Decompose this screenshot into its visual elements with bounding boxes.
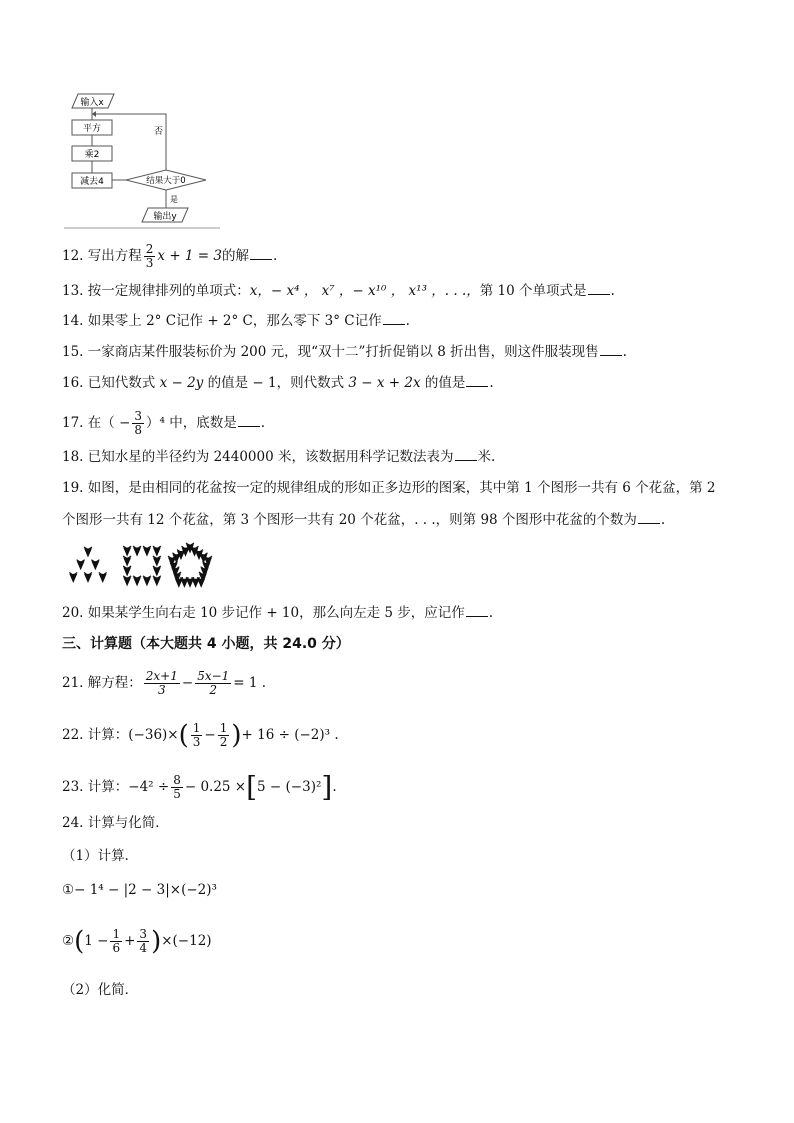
q23-number: 23. [62, 779, 84, 795]
flowerpot-mark [77, 560, 85, 569]
q22-rest: + 16 ÷ (−2)³ . [241, 727, 339, 743]
q21-number: 21. [62, 675, 84, 691]
q24-item1: ①− 1⁴ − |2 − 3|×(−2)³ [62, 882, 217, 898]
q14-text: 如果零上 2° C记作 + 2° C，那么零下 3° C记作 [87, 313, 382, 329]
q21-fraction-1 [144, 670, 180, 697]
output-label: 输出y [153, 212, 177, 222]
flowerpot-mark [133, 576, 141, 585]
q21-rhs: = 1 . [233, 675, 267, 691]
q20-number: 20. [62, 605, 84, 621]
q15-number: 15. [62, 344, 84, 360]
q23-part-b: − 0.25 × [184, 779, 247, 795]
q15-text: 一家商店某件服装标价为 200 元，现“双十二”打折促销以 8 折出售，则这件服装现售 [87, 344, 599, 360]
q22-label: 计算： [87, 727, 129, 743]
q24-item2-fraction-2 [137, 928, 149, 955]
q24-item2: ②(1 − $\frac{1}{6}$ + $\frac{3}{4}$ )×(−12) [62, 926, 212, 957]
flowerpot-mark [69, 573, 77, 582]
decision-label: 结果大于0 [146, 176, 186, 186]
flowerpot-patterns-figure [62, 540, 222, 592]
flowerpot-mark [123, 556, 131, 565]
flowerpot-mark [143, 546, 151, 555]
flowerpot-mark [91, 560, 99, 569]
q24-item2-f1-den: 6 [112, 941, 121, 955]
q13-end: . [610, 283, 615, 299]
q15-end: . [622, 344, 627, 360]
answer-blank[interactable] [466, 604, 488, 617]
q17-frac-num: 3 [134, 409, 143, 423]
q14-end: . [405, 313, 410, 329]
answer-blank[interactable] [466, 374, 488, 387]
q24-item2-plus: + [124, 933, 136, 949]
q24-item2-a: 1 − [84, 933, 109, 949]
flowerpot-mark [153, 546, 161, 555]
q18-number: 18. [62, 449, 84, 465]
q23-end: . [332, 779, 337, 795]
q23-fraction [171, 774, 183, 801]
q12-number: 12. [62, 248, 84, 264]
q16-end: . [489, 375, 494, 391]
q22-f1-num: 1 [192, 721, 201, 735]
no-label: 否 [154, 127, 164, 137]
q16-expr2: 3 − x + 2x [348, 375, 421, 391]
q24-number: 24. [62, 815, 84, 831]
q17-fraction [132, 410, 144, 437]
q12-frac-den: 3 [145, 256, 154, 270]
q21-fraction-2 [195, 670, 231, 697]
answer-blank[interactable] [383, 312, 405, 325]
q13-text-a: 按一定规律排列的单项式： [87, 283, 250, 299]
q17-end: . [260, 415, 266, 431]
question-21 [62, 670, 266, 697]
q21-label: 解方程： [87, 675, 142, 691]
q23-part-a: −4² ÷ [128, 779, 170, 795]
q21-f2-den: 2 [209, 683, 218, 697]
q21-f1-num: 2x+1 [145, 669, 178, 683]
q20-text: 如果某学生向右走 10 步记作 + 10，那么向左走 5 步，应记作 [87, 605, 465, 621]
q12-suffix: 的解 [222, 248, 250, 264]
q22-f2-den: 2 [219, 735, 228, 749]
q21-f1-den: 3 [158, 683, 166, 697]
q24-sub1: （1）计算． [62, 848, 139, 864]
question-12 [62, 243, 277, 270]
flowerpot-mark [123, 576, 131, 585]
answer-blank[interactable] [238, 414, 260, 427]
q19-line2-text: 个图形一共有 12 个花盆，第 3 个图形一共有 20 个花盆，. . .，则第 98 个图形中花盆的个数为 [62, 512, 637, 528]
q18-suffix: 米 [477, 449, 491, 465]
q17-text-a: 在（ − [87, 415, 131, 431]
q13-terms: x，− x⁴ ， x⁷ ，− x¹⁰ ， x¹³ ，. . .， [249, 283, 480, 299]
question-18 [62, 447, 495, 467]
q12-expression: x + 1 = 3 [157, 248, 223, 264]
flowerpot-mark [84, 573, 92, 582]
question-24 [62, 813, 169, 833]
q12-end: . [273, 248, 278, 264]
flowerpot-mark [123, 566, 131, 575]
square-label: 平方 [82, 124, 102, 134]
q16-text-b: 的值是 − 1，则代数式 [207, 375, 345, 391]
question-13 [62, 281, 615, 301]
q22-number: 22. [62, 727, 84, 743]
q16-text-a: 已知代数式 [87, 375, 156, 391]
question-16 [62, 373, 494, 393]
q17-frac-den: 8 [134, 423, 143, 437]
flowerpot-mark [143, 576, 151, 585]
question-15 [62, 342, 627, 362]
q17-text-b: ）⁴ 中，底数是 [146, 415, 237, 431]
q19-number: 19. [62, 480, 84, 496]
q22-fraction-1 [191, 722, 203, 749]
multiply-label: 乘2 [84, 150, 100, 160]
q12-frac-num: 2 [145, 242, 154, 256]
q22-part-a: (−36)× [128, 727, 179, 743]
q24-item2-f2-num: 3 [139, 927, 148, 941]
q24-item2-marker: ② [62, 933, 75, 949]
q16-number: 16. [62, 375, 84, 391]
question-17 [62, 410, 265, 437]
flowerpot-mark [153, 556, 161, 565]
q22-f2-num: 1 [219, 721, 228, 735]
q22-f1-den: 3 [192, 735, 201, 749]
flowerpot-mark [99, 573, 107, 582]
section-3-title: 三、计算题（本大题共 4 小题，共 24.0 分） [62, 636, 350, 652]
q18-end: . [491, 449, 496, 465]
q18-text: 已知水星的半径约为 2440000 米，该数据用科学记数法表为 [87, 449, 454, 465]
q24-sub2: （2）化简． [62, 982, 139, 998]
q22-fraction-2 [218, 722, 230, 749]
answer-blank[interactable] [600, 343, 622, 356]
q14-number: 14. [62, 313, 84, 329]
q24-item2-fraction-1 [110, 928, 122, 955]
q19-end: . [660, 512, 666, 528]
flowerpot-mark [123, 546, 131, 555]
q21-minus: − [181, 675, 194, 691]
answer-blank[interactable] [638, 511, 660, 524]
q23-f-num: 8 [173, 773, 181, 787]
q12-fraction [144, 243, 156, 270]
q23-f-den: 5 [173, 787, 181, 801]
q12-prefix: 写出方程 [87, 248, 142, 264]
question-14 [62, 311, 410, 331]
question-19-line2 [62, 510, 665, 530]
flowchart-diagram [62, 88, 222, 230]
yes-label: 是 [170, 195, 178, 204]
question-20 [62, 603, 493, 623]
input-label: 输入x [80, 98, 104, 108]
flowerpot-mark [153, 566, 161, 575]
q13-number: 13. [62, 283, 84, 299]
q23-label: 计算： [87, 779, 129, 795]
q24-item2-f1-num: 1 [112, 927, 121, 941]
q24-item2-f2-den: 4 [139, 941, 148, 955]
answer-blank[interactable] [455, 448, 477, 461]
q16-expr1: x − 2y [159, 375, 204, 391]
q20-end: . [488, 605, 494, 621]
q24-item2-post: ×(−12) [161, 933, 212, 949]
q22-minus: − [204, 727, 216, 743]
q13-text-b: 第 10 个单项式是 [479, 283, 587, 299]
subtract-label: 减去4 [80, 177, 104, 187]
flowerpot-mark [133, 546, 141, 555]
q16-text-c: 的值是 [424, 375, 466, 391]
question-19-line1 [62, 478, 716, 498]
answer-blank[interactable] [588, 282, 610, 295]
answer-blank[interactable] [250, 247, 272, 260]
question-22: 22. 计算：(−36)×( $\frac{1}{3}$ − $\frac{1}{2}$ )+ 16 ÷ (−2)³ . [62, 720, 339, 751]
q17-number: 17. [62, 415, 84, 431]
question-23: 23. 计算：−4² ÷ $\frac{8}{5}$ − 0.25 ×[5 − (−3)²]. [62, 770, 337, 804]
q23-inner: 5 − (−3)² [257, 779, 322, 795]
q21-f2-num: 5x−1 [197, 669, 230, 683]
flowerpot-mark [84, 547, 92, 556]
q24-label: 计算与化简． [87, 815, 169, 831]
flowerpot-mark [153, 576, 161, 585]
q19-line1-text: 如图，是由相同的花盆按一定的规律组成的形如正多边形的图案，其中第 1 个图形一共有 6 个花盆，第 2 [87, 480, 716, 496]
